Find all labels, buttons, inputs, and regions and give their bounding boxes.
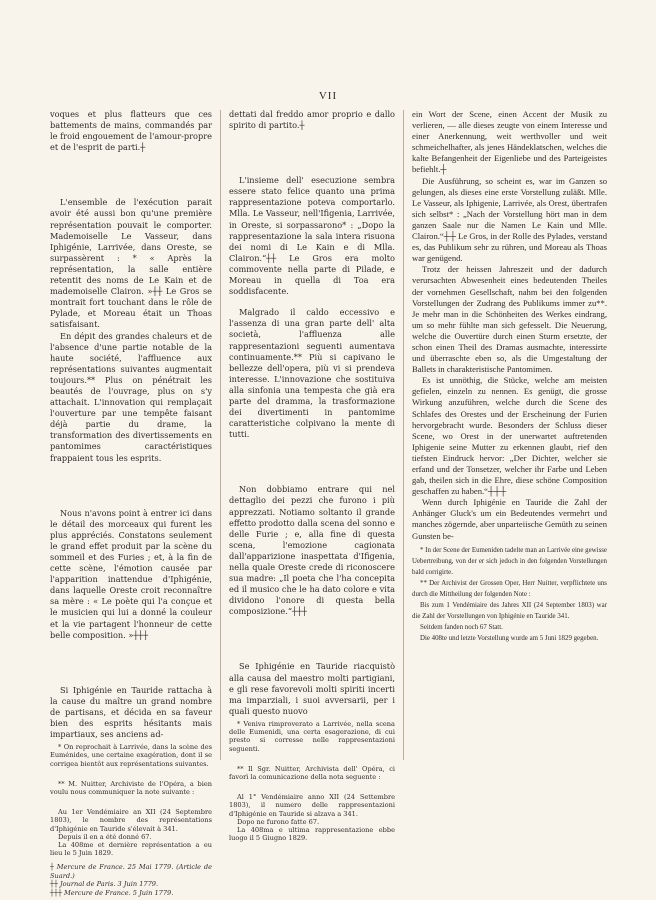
footnote: ** M. Nuitter, Archiviste de l'Opéra, a bien voulu nous communiquer la note suivante : bbox=[50, 779, 212, 797]
italian-paragraph: Se Iphigénie en Tauride riacquistò alla causa del maestro molti partigiani, e gli rese favorevoli molti spiriti incerti ma imparziali, i suoi avversarii, per i quali questo nuovo bbox=[229, 661, 395, 716]
column-divider bbox=[220, 110, 221, 760]
german-paragraph: ein Wort der Scene, einen Accent der Musik zu verlieren, — alle dieses zeugte von einem Interesse und einer Anerkennung, weit werthvoller und weit schmeichelhafter, als jenes Händeklatschen, welches die kalte Befangenheit der Eigenliebe und des Parteigeistes befiehlt.┼ bbox=[412, 109, 607, 175]
french-footnotes bbox=[50, 743, 212, 897]
source-reference: ┼┼ Journal de Paris. 3 Juin 1779. bbox=[50, 880, 159, 889]
footnote: ** Der Archivist der Grossen Oper, Herr Nuitter, verpflichtete uns durch die Mittheilung der folgenden Note : bbox=[412, 579, 607, 599]
italian-column bbox=[229, 109, 395, 843]
footnote: Die 408te und letzte Vorstellung wurde am 5 Juni 1829 gegeben. bbox=[420, 635, 599, 643]
french-paragraph: L'ensemble de l'exécution parait avoir été aussi bon qu'une première représentation pouvait le comporter. Mademoiselle Le Vasseur, dans Iphigénie, Larrivée, dans Oreste, se surpassèrent : * « Après la représentation, la salle entière retentit des noms de Le Kain et de mademoiselle Clairon. »┼┼ Le Gros se montrait fort touchant dans le rôle de Pylade, et Moreau était un Thoas satisfaisant. bbox=[50, 197, 212, 330]
footnote: * On reprochait à Larrivée, dans la scène des Euménides, une certaine exagération, dont il se corrigea bientôt aux représentations suivantes. bbox=[50, 743, 212, 768]
italian-footnotes bbox=[229, 720, 395, 842]
footnote: La 408me et dernière représentation a eu lieu le 5 Juin 1829. bbox=[50, 841, 212, 858]
german-column bbox=[412, 109, 607, 774]
german-paragraph: Wenn durch Iphigénie en Tauride die Zahl der Anhänger Gluck's um ein Bedeutendes vermehrt und manches zögernde, aber unparteiische Gemüth zu seinen Gunsten be- bbox=[412, 497, 607, 541]
french-paragraph: Si Iphigénie en Tauride rattacha à la cause du maître un grand nombre de partisans, et décida en sa faveur bien des esprits hésitants mais impartiaux, ses anciens ad- bbox=[50, 684, 212, 740]
footnote: ** Il Sgr. Nuitter, Archivista dell' Opéra, ci favorì la comunicazione della nota seguente : bbox=[229, 764, 395, 781]
german-paragraph: Die Ausführung, so scheint es, war im Ganzen so gelungen, als dieses eine erste Vorstellung zuläßt. Mlle. Le Vasseur, als Iphigenie, Larrivée, als Orest, übertrafen sich selbst* : „Nach der Vorstellung hört man in dem ganzen Saale nur die Namen Le Kain und Mlle. Clairon.“┼┼ Le Gros, in der Rolle des Pylades, verstand es, das Publikum sehr zu rühren, und Moreau als Thoas war genügend. bbox=[412, 175, 607, 264]
italian-paragraph: dettati dal freddo amor proprio e dallo spirito di partito.┼ bbox=[229, 109, 395, 131]
page-number: VII bbox=[318, 90, 338, 102]
footnote: Depuis il en a été donné 67. bbox=[58, 832, 152, 841]
footnote: Dopo ne furono fatte 67. bbox=[237, 817, 320, 826]
french-column bbox=[50, 109, 212, 897]
column-divider bbox=[403, 110, 404, 760]
german-paragraph: Es ist unnöthig, die Stücke, welche am meisten gefielen, einzeln zu nennen. Es genügt, die grosse Wirkung anzuführen, welche durch die Scene des Schlafes des Orestes und der Erscheinung der Furien hervorgebracht wurde. Besonders der Schluss dieser Scene, wo Orest in der unerwartet auftretenden Iphigenie seine Mutter zu erkennen glaubt, rief den tiefsten Eindruck hervor: „Der Dichter, welcher sie erfand und der Tonsetzer, welcher ihr Farbe und Leben gab, theilen sich in die Ehre, diese schöne Composition geschaffen zu haben.“┼┼┼ bbox=[412, 375, 607, 497]
german-paragraph: Trotz der heissen Jahreszeit und der dadurch verursachten Abwesenheit eines bedeutenden Theiles der vornehmen Gesellschaft, nahm bei den folgenden Vorstellungen der Zudrang des Publikums immer zu**. Je mehr man in die Schönheiten des Werkes eindrang, um so mehr fühlte man sich gefesselt. Die Neuerung, welche die Ouvertüre durch einen Sturm ersetzte, der schon einen Theil des Dramas ausmachte, interessirte und überraschte eben so, als die Umgestaltung der Ballets in charakteristische Pantomimen. bbox=[412, 264, 607, 375]
italian-paragraph: L'insieme dell' esecuzione sembra essere stato felice quanto una prima rappresentazione poteva comportarlo. Mlla. Le Vasseur, nell'Ifigenia, Larrivée, in Oreste, si sorpassarono* : „Dopo la rappresentazione la sala intera risuona dei nomi di Le Kain e di Mlla. Clairon.“┼┼ Le Gros era molto commovente nella parte di Pilade, e Moreau in quella di Toa era soddisfacente. bbox=[229, 175, 395, 297]
french-paragraph: Nous n'avons point à entrer ici dans le détail des morceaux qui furent les plus appréciés. Constatons seulement le grand effet produit par la scène du sommeil et des Furies ; et, à la fin de cette scène, l'émotion causée par l'apparition inattendue d'Iphigénie, dans laquelle Oreste croit reconnaître sa mère : « Le poète qui l'a conçue et le musicien qui lui a donné la couleur et la vie partagent l'honneur de cette belle composition. »┼┼┼ bbox=[50, 507, 212, 640]
german-footnotes bbox=[412, 545, 607, 645]
french-paragraph: voques et plus flatteurs que ces battements de mains, commandés par le froid engouement de l'amour-propre et de l'esprit de parti.┼ bbox=[50, 109, 212, 153]
footnote: Al 1° Vendémiaire anno XII (24 Settembre 1803), il numero delle rappresentazioni d'Iphigénie en Tauride si alzava a 341. bbox=[229, 793, 395, 818]
footnote: * Veniva rimproverato a Larrivée, nella scena delle Eumenidi, una certa esagerazione, di cui presto si corresse nelle rappresentazioni seguenti. bbox=[229, 719, 395, 753]
footnote: La 408ma e ultima rappresentazione ebbe luogo il 5 Giugno 1829. bbox=[229, 825, 395, 843]
source-reference: ┼┼┼ Mercure de France. 5 Juin 1779. bbox=[50, 888, 174, 897]
footnote: Seitdem fanden noch 67 Statt. bbox=[420, 624, 503, 632]
footnote: Bis zum 1 Vendémiaire des Jahres XII (24 September 1803) war die Zahl der Vorstellungen von Iphigénie en Tauride 341. bbox=[412, 602, 607, 621]
footnote: Au 1er Vendémiaire an XII (24 Septembre 1803), le nombre des représentations d'Iphigénie en Tauride s'élevait à 341. bbox=[50, 808, 212, 833]
source-reference: ┼ Mercure de France. 25 Mai 1779. (Article de Suard.) bbox=[50, 863, 212, 880]
french-paragraph: En dépit des grandes chaleurs et de l'absence d'une partie notable de la haute société, l'affluence aux représentations suivantes augmentait toujours.** Plus on pénétrait les beautés de l'ouvrage, plus on s'y attachait. L'innovation qui remplaçait l'ouverture par une tempête faisant déjà partie du drame, la transformation des divertissements en pantomimes caractéristiques frappaient tous les esprits. bbox=[50, 330, 212, 463]
italian-paragraph: Malgrado il caldo eccessivo e l'assenza di una gran parte dell' alta società, l'affluenza alle rappresentazioni seguenti aumentava continuamente.** Più si capivano le bellezze dell'opera, più vi si prendeva interesse. L'innovazione che sostituiva alla sinfonia una tempesta che già era parte del dramma, la trasformazione dei divertimenti in pantomime caratteristiche colpivano la mente di tutti. bbox=[229, 307, 395, 440]
italian-paragraph: Non dobbiamo entrare qui nel dettaglio dei pezzi che furono i più apprezzati. Notiamo soltanto il grande effetto prodotto dalla scena del sonno e delle Furie ; e, alla fine di questa scena, l'emozione cagionata dall'apparizione inaspettata d'Ifigenia, nella quale Oreste crede di riconoscere sua madre: „Il poeta che l'ha concepita ed il musico che le ha dato colore e vita dividono l'onore di questa bella composizione.“┼┼┼ bbox=[229, 484, 395, 617]
footnote: * In der Scene der Eumeniden tadelte man an Larrivée eine gewisse Uebertreibung, von der er sich jedoch in den folgenden Vorstellungen bald corrigirte. bbox=[412, 546, 607, 576]
